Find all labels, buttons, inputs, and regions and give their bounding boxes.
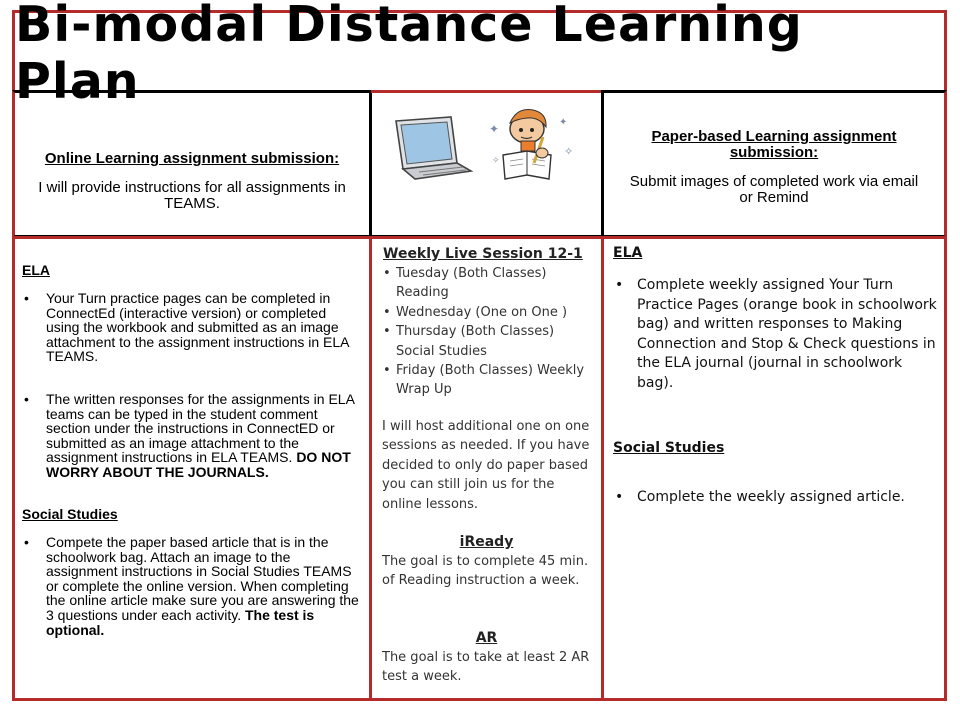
schedule-cell xyxy=(371,236,602,701)
left-ela-list xyxy=(22,291,363,364)
right-ss-list xyxy=(613,488,938,508)
left-ela-item: • The written responses for the assignments in ELA teams can be typed in the student comment section under the instructions in ConnectED or submitted as an image attachment to the assignment instructions in ELA TEAMS. DO NOT WORRY ABOUT THE JOURNALS. xyxy=(22,392,363,480)
right-ss-item: • Complete the weekly assigned article. xyxy=(613,488,938,508)
session-item: • Thursday (Both Classes) Social Studies xyxy=(382,322,596,361)
weekly-session-heading: Weekly Live Session 12-1 xyxy=(383,246,583,262)
left-ela-list-2 xyxy=(22,392,363,480)
left-ss-item: • Compete the paper based article that is in the schoolwork bag. Attach an image to the assignment instructions in Social Studies TEAMS or complete the online version. When completing the online article make sure you are answering the 3 questions under each activity. The test is optional. xyxy=(22,535,363,637)
paper-submission-cell xyxy=(601,90,947,238)
paper-text: Submit images of completed work via email or Remind xyxy=(629,173,919,206)
session-list xyxy=(382,264,596,400)
left-ss-heading: Social Studies xyxy=(22,506,118,522)
svg-text:✦: ✦ xyxy=(489,122,500,136)
left-ela-heading: ELA xyxy=(22,262,50,278)
online-submission-cell xyxy=(12,90,372,238)
right-ela-heading: ELA xyxy=(613,245,643,261)
svg-text:✦: ✦ xyxy=(559,117,568,128)
paper-details-cell xyxy=(601,236,947,701)
host-text: I will host additional one on one sessions as needed. If you have decided to only do paper based you can still join us for the online lessons. xyxy=(382,419,590,512)
iready-text: The goal is to complete 45 min. of Reading instruction a week. xyxy=(382,554,589,589)
svg-text:✧: ✧ xyxy=(564,146,574,158)
ar-heading: AR xyxy=(475,630,498,646)
clipart-group xyxy=(371,93,602,233)
paper-heading: Paper-based Learning assignment submission: xyxy=(651,128,897,161)
online-text: I will provide instructions for all assignments in TEAMS. xyxy=(38,179,346,212)
session-item: • Tuesday (Both Classes) Reading xyxy=(382,264,596,303)
online-details-cell xyxy=(12,236,372,701)
right-ela-item: • Complete weekly assigned Your Turn Practice Pages (orange book in schoolwork bag) and written responses to Making Connection and Stop & Check questions in the ELA journal (journal in schoolwork bag). xyxy=(613,276,938,394)
laptop-icon xyxy=(396,117,471,179)
session-item: • Friday (Both Classes) Weekly Wrap Up xyxy=(382,361,596,400)
left-ss-list xyxy=(22,535,363,637)
page-title: Bi-modal Distance Learning Plan xyxy=(15,0,803,110)
left-ela-item: • Your Turn practice pages can be completed in ConnectEd (interactive version) or completed using the workbook and submitted as an image attachment to the assignment instructions in ELA TEAMS. xyxy=(22,291,363,364)
images-cell xyxy=(371,90,602,238)
right-ela-list xyxy=(613,276,938,394)
ar-text: The goal is to take at least 2 AR test a week. xyxy=(382,650,590,685)
title-banner xyxy=(12,0,947,110)
svg-text:✧: ✧ xyxy=(492,155,500,165)
student-writing-icon xyxy=(489,110,573,179)
right-ss-heading: Social Studies xyxy=(613,440,725,456)
iready-heading: iReady xyxy=(459,534,514,550)
online-heading: Online Learning assignment submission: xyxy=(44,150,340,167)
session-item: • Wednesday (One on One ) xyxy=(382,303,596,322)
